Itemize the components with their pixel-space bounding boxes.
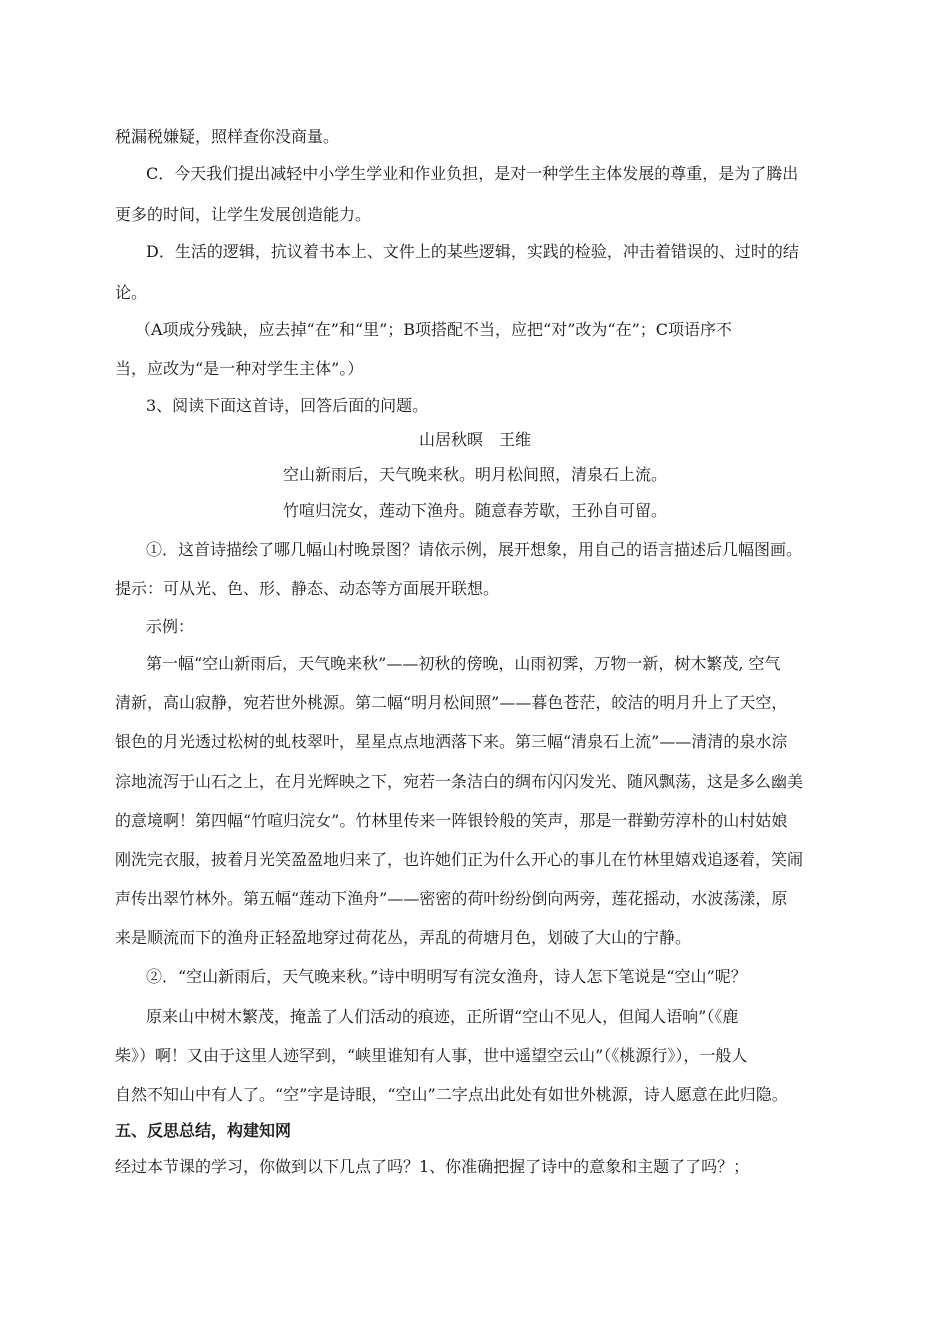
section-5-text: 经过本节课的学习，你做到以下几点了吗？1、你准确把握了诗中的意象和主题了了吗？；: [115, 1157, 750, 1176]
question-3: 3、阅读下面这首诗，回答后面的问题。: [146, 396, 429, 415]
option-d-line: 论。: [115, 283, 148, 302]
example-line: 声传出翠竹林外。第五幅“莲动下渔舟”——密密的荷叶纷纷倒向两旁，莲花摇动，水波荡漾，原: [115, 889, 788, 908]
example-label: 示例：: [146, 617, 195, 636]
poem-title: 山居秋暝 王维: [418, 430, 531, 449]
analysis-line: （A项成分残缺，应去掉“在”和“里”；B项搭配不当，应把“对”改为“在”；C项语序不: [135, 320, 732, 339]
example-line: 的意境啊！第四幅“竹喧归浣女”。竹林里传来一阵银铃般的笑声，那是一群勤劳淳朴的山村姑娘: [115, 811, 788, 830]
option-c-line: C．今天我们提出减轻中小学生学业和作业负担，是对一种学生主体发展的尊重，是为了腾出: [146, 164, 799, 183]
poem-line: 竹喧归浣女，莲动下渔舟。随意春芳歇，王孙自可留。: [282, 501, 667, 520]
example-line: 来是顺流而下的渔舟正轻盈地穿过荷花丛，弄乱的荷塘月色，划破了大山的宁静。: [115, 928, 692, 947]
sub-question-1: ①．这首诗描绘了哪几幅山村晚景图？请依示例，展开想象，用自己的语言描述后几幅图画。: [146, 540, 803, 559]
example-line: 银色的月光透过松树的虬枝翠叶，星星点点地洒落下来。第三幅“清泉石上流”——清清的泉水淙: [115, 732, 788, 751]
option-c-line: 更多的时间，让学生发展创造能力。: [115, 205, 372, 224]
example-line: 清新，高山寂静，宛若世外桃源。第二幅“明月松间照”——暮色苍茫，皎洁的明月升上了天空，: [115, 693, 788, 712]
poem-line: 空山新雨后，天气晚来秋。明月松间照，清泉石上流。: [282, 465, 667, 484]
example-line: 刚洗完衣服，披着月光笑盈盈地归来了，也许她们正为什么开心的事儿在竹林里嬉戏追逐着，笑闹: [115, 850, 804, 869]
option-d-line: D．生活的逻辑，抗议着书本上、文件上的某些逻辑，实践的检验，冲击着错误的、过时的结: [146, 242, 799, 261]
section-5-heading: 五、反思总结，构建知网: [115, 1121, 292, 1140]
paragraph-line: 税漏税嫌疑，照样查你没商量。: [115, 127, 340, 146]
sub-question-2: ②．“空山新雨后，天气晚来秋。”诗中明明写有浣女渔舟，诗人怎下笔说是“空山”呢？: [146, 967, 747, 986]
sub-question-1-hint: 提示：可从光、色、形、静态、动态等方面展开联想。: [115, 579, 500, 598]
answer-2-line: 柴》）啊！又由于这里人迹罕到，“峡里谁知有人事，世中遥望空云山”（《桃源行》），一般人: [115, 1046, 748, 1065]
analysis-line: 当，应改为“是一种对学生主体”。）: [115, 359, 364, 378]
example-line: 第一幅“空山新雨后，天气晚来秋”——初秋的傍晚，山雨初霁，万物一新，树木繁茂, 空气: [146, 654, 781, 673]
example-line: 淙地流泻于山石之上，在月光辉映之下，宛若一条洁白的绸布闪闪发光、随风飘荡，这是多么幽美: [115, 772, 804, 791]
answer-2-line: 原来山中树木繁茂，掩盖了人们活动的痕迹，正所谓“空山不见人，但闻人语响”（《鹿: [146, 1007, 739, 1026]
answer-2-line: 自然不知山中有人了。“空”字是诗眼，“空山”二字点出此处有如世外桃源，诗人愿意在此归隐。: [115, 1085, 788, 1104]
